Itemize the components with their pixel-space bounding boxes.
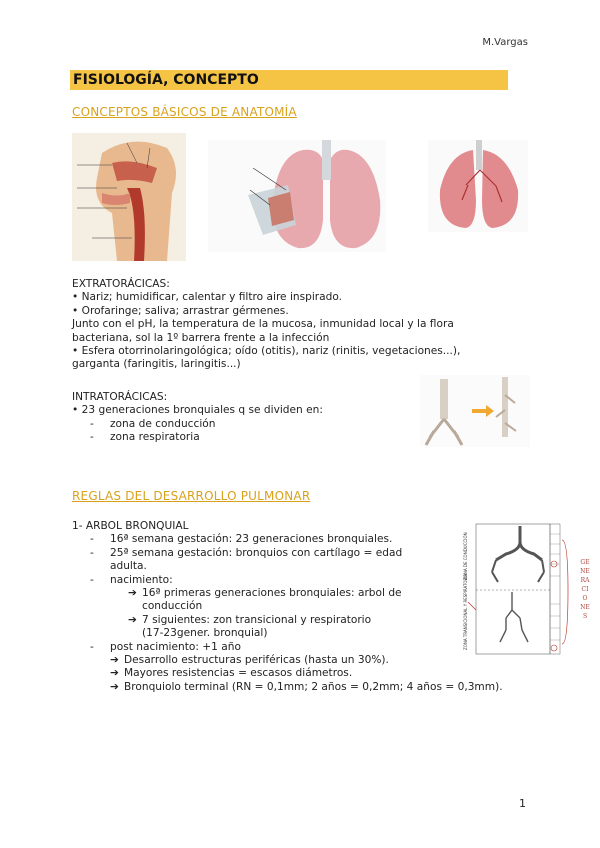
extra-line: • Nariz; humidificar, calentar y filtro aire inspirado.: [72, 291, 343, 304]
page-number: 1: [519, 797, 526, 810]
extra-line: bacteriana, sol la 1º barrera frente a la infección: [72, 331, 330, 344]
post-item: - post nacimiento: +1 año: [90, 640, 241, 653]
figure-lungs-pleura: [208, 140, 386, 252]
page-title: FISIOLOGÍA, CONCEPTO: [73, 72, 259, 88]
section-heading-desarrollo: REGLAS DEL DESARROLLO PULMONAR: [72, 489, 311, 503]
dev-item: - nacimiento:: [90, 573, 173, 586]
extra-line: • Orofaringe; saliva; arrastrar gérmenes.: [72, 304, 289, 317]
zone-label: ZONA TRANSICIONAL Y RESPIRATORIA: [463, 573, 468, 650]
figure-bronchial-tree-small: [420, 375, 530, 447]
extra-heading: EXTRATORÁCICAS:: [72, 278, 170, 290]
extra-line: • Esfera otorrinolaringológica; oído (otitis), nariz (rinitis, vegetaciones...),: [72, 345, 461, 358]
intra-line: • 23 generaciones bronquiales q se dividen en:: [72, 404, 323, 417]
arbol-heading: 1- ARBOL BRONQUIAL: [72, 520, 189, 532]
dev-item: - 25ª semana gestación: bronquios con cartílago = edad: [90, 546, 403, 559]
intra-sub-item: - zona respiratoria: [90, 431, 200, 444]
dev-item: - 16ª semana gestación: 23 generaciones bronquiales.: [90, 533, 393, 546]
extra-line: garganta (faringitis, laringitis...): [72, 358, 241, 371]
generaciones-side-label: GENERACIONES: [580, 559, 590, 620]
figure-bronchial-generations: [462, 520, 574, 660]
author-name: M.Vargas: [482, 37, 528, 48]
extra-line: Junto con el pH, la temperatura de la mucosa, inmunidad local y la flora: [72, 318, 454, 331]
post-sub: ➔ Bronquiolo terminal (RN = 0,1mm; 2 años = 0,2mm; 4 años = 0,3mm).: [110, 680, 503, 693]
dev-item-cont: adulta.: [110, 560, 147, 573]
post-sub: ➔ Mayores resistencias = escasos diámetros.: [110, 667, 353, 680]
nacimiento-sub: ➔ 16ª primeras generaciones bronquiales: arbol de: [128, 587, 402, 600]
post-sub: ➔ Desarrollo estructuras periféricas (hasta un 30%).: [110, 654, 389, 667]
intra-heading: INTRATORÁCICAS:: [72, 391, 168, 403]
nacimiento-sub: ➔ 7 siguientes: zon transicional y respiratorio: [128, 613, 372, 626]
intra-sub-item: - zona de conducción: [90, 417, 216, 430]
zone-label: ZONA DE CONDUCCIÓN: [463, 532, 468, 580]
section-heading-anatomia: CONCEPTOS BÁSICOS DE ANATOMÍA: [72, 105, 297, 119]
nacimiento-sub-cont: conducción: [142, 600, 203, 613]
figure-head-airway: [72, 133, 186, 261]
nacimiento-sub-cont: (17-23gener. bronquial): [142, 627, 268, 640]
figure-lung-lobes: [428, 140, 528, 232]
